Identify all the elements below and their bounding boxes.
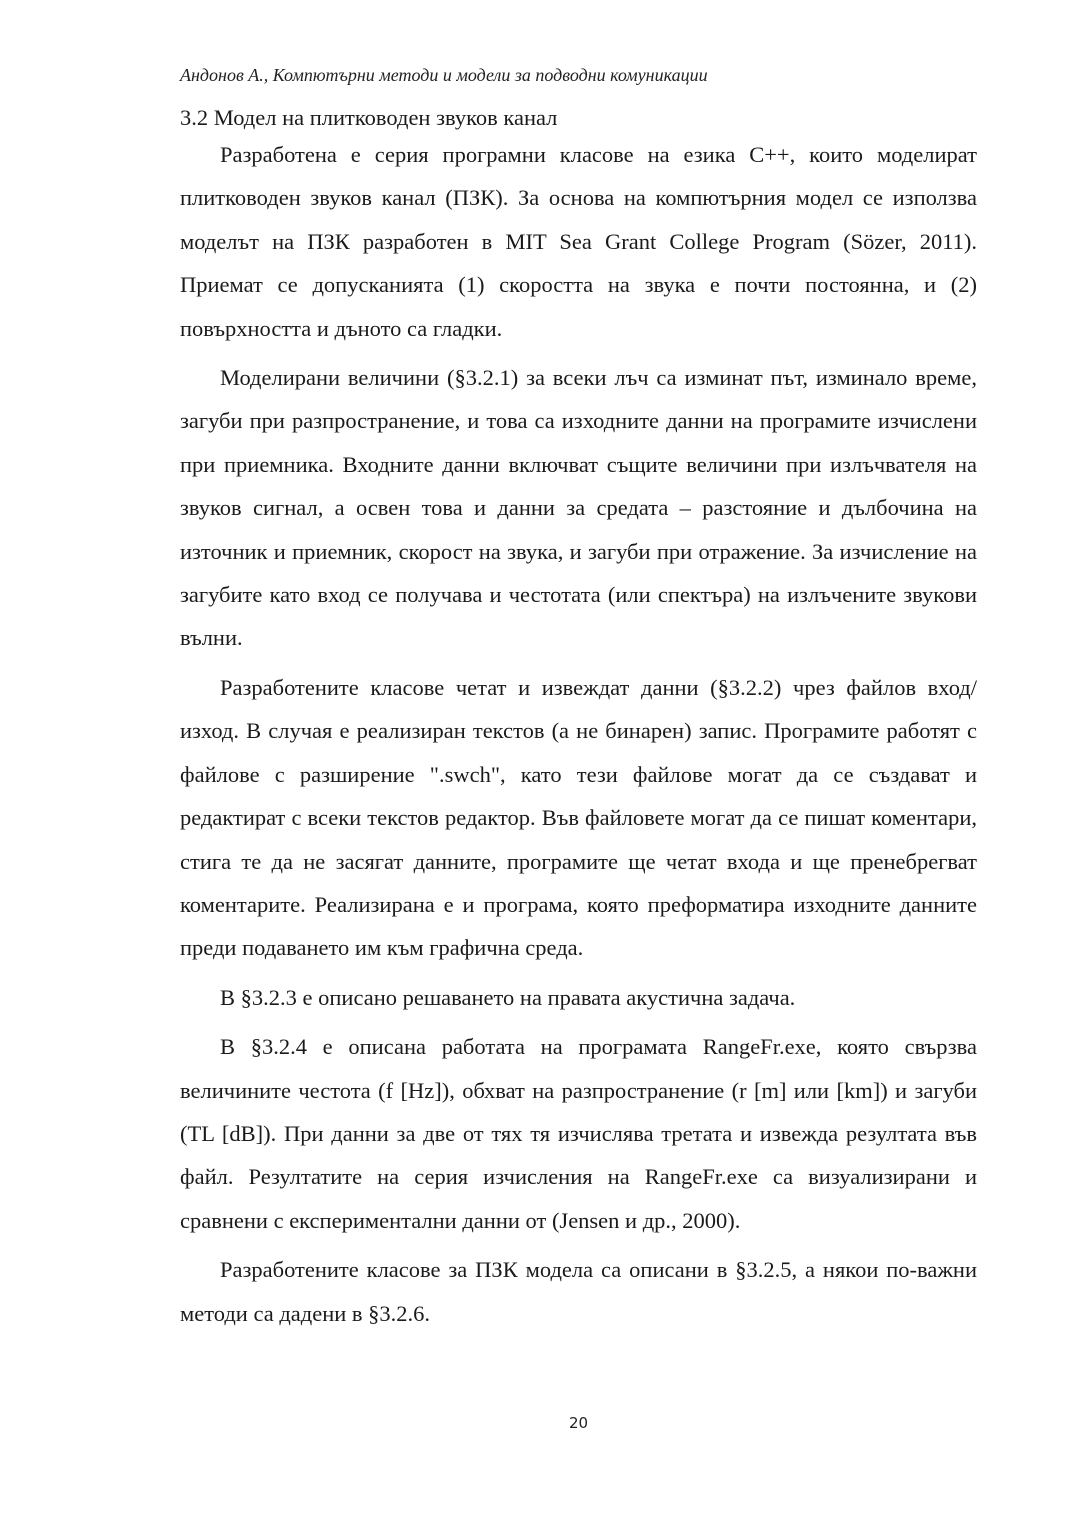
paragraph-2: Моделирани величини (§3.2.1) за всеки лъч са изминат път, изминало време, загуби при разпространение, и това са изходните данни на програмите изчислени при приемника. Входните данни включват същите величини при излъчвателя на звуков сигнал, а освен това и данни за средата – разстояние и дълбочина на източник и приемник, скорост на звука, и загуби при отражение. За изчисление на загубите като вход се получава и честотата (или спектъра) на излъчените звукови вълни.: [180, 365, 977, 651]
page-number: 20: [568, 1414, 589, 1432]
paragraph-3: Разработените класове четат и извеждат данни (§3.2.2) чрез файлов вход/изход. В случая е реализиран текстов (а не бинарен) запис. Програмите работят с файлове с разширение ".swch", като тези файлове могат да се създават и редактират с всеки текстов редактор. Във файловете могат да се пишат коментари, стига те да не засягат данните, програмите ще четат входа и ще пренебрегват коментарите. Реализирана е и програма, която преформатира изходните данните преди подаването им към графична среда.: [180, 674, 977, 961]
paragraph-6: Разработените класове за ПЗК модела са описани в §3.2.5, а някои по-важни методи са дадени в §3.2.6.: [180, 1257, 977, 1326]
running-header: Андонов А., Компютърни методи и модели за подводни комуникации: [180, 65, 708, 85]
paragraph-1: Разработена е серия програмни класове на езика C++, които моделират плитководен звуков канал (ПЗК). За основа на компютърния модел се използва моделът на ПЗК разработен в MIT Sea Grant College Program (Sözer, 2011). Приемат се допусканията (1) скоростта на звука е почти постоянна, и (2) повърхността и дъното са гладки.: [180, 142, 977, 341]
body-text: [180, 133, 977, 1341]
paragraph-4: В §3.2.3 е описано решаването на правата акустична задача.: [220, 984, 796, 1010]
section-heading: 3.2 Модел на плитководен звуков канал: [180, 105, 558, 130]
paragraph-5: В §3.2.4 е описана работата на програмата RangeFr.exe, която свързва величините честота (f [Hz]), обхват на разпространение (r [m] или [km]) и загуби (TL [dB]). При данни за две от тях тя изчислява третата и извежда резултата във файл. Резултатите на серия изчисления на RangeFr.exe са визуализирани и сравнени с експериментални данни от (Jensen и др., 2000).: [180, 1034, 977, 1233]
